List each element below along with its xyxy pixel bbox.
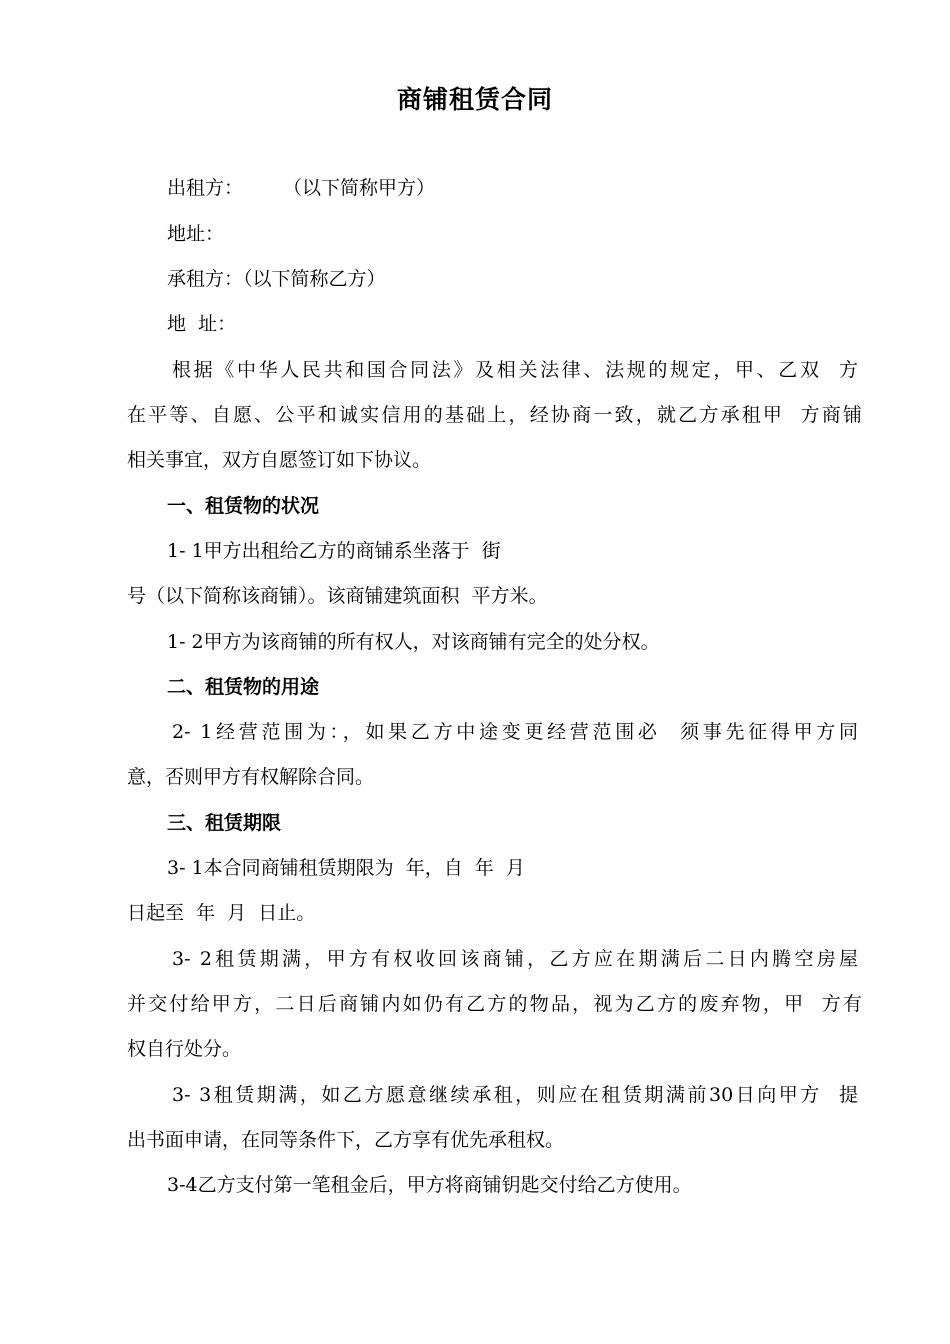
clause-3-1-line-1: 3- 1本合同商铺租赁期限为 年，自 年 月 <box>167 857 525 879</box>
section-2-heading: 二、租赁物的用途 <box>167 676 320 698</box>
clause-3-2-line-2: 并交付给甲方，二日后商铺内如仍有乙方的物品，视为乙方的废弃物，甲 方有 <box>127 993 862 1015</box>
clause-3-4: 3-4乙方支付第一笔租金后，甲方将商铺钥匙交付给乙方使用。 <box>167 1174 692 1196</box>
lessor-line <box>167 166 902 211</box>
clause-1-2: 1- 2甲方为该商铺的所有权人，对该商铺有完全的处分权。 <box>167 631 660 653</box>
clause-2-1-line-2: 意，否则甲方有权解除合同。 <box>127 766 375 788</box>
intro-line-1: 根据《中华人民共和国合同法》及相关法律、法规的规定，甲、乙双 方 <box>172 359 858 381</box>
document-title: 商铺租赁合同 <box>396 85 553 114</box>
lessee-address: 地 址： <box>167 313 237 335</box>
clause-3-2-line-1: 3- 2租赁期满，甲方有权收回该商铺，乙方应在期满后二日内腾空房屋 <box>172 948 858 970</box>
clause-1-1-line-2: 号（以下简称该商铺）。该商铺建筑面积 平方米。 <box>127 585 548 607</box>
intro-line-2: 在平等、自愿、公平和诚实信用的基础上，经协商一致，就乙方承租甲 方商铺 <box>127 404 862 426</box>
lessor-note: （以下简称甲方） <box>283 177 436 199</box>
lessor-address: 地址： <box>167 223 225 245</box>
clause-1-1-line-1: 1- 1甲方出租给乙方的商铺系坐落于 街 <box>167 540 501 562</box>
clause-3-3-line-1: 3- 3租赁期满，如乙方愿意继续承租，则应在租赁期满前30日向甲方 提 <box>172 1084 858 1106</box>
lessor-label: 出租方： <box>167 177 244 199</box>
intro-line-3: 相关事宜，双方自愿签订如下协议。 <box>127 449 432 471</box>
clause-3-1-line-2: 日起至 年 月 日止。 <box>127 902 316 924</box>
clause-3-2-line-3: 权自行处分。 <box>127 1038 242 1060</box>
clause-3-3-line-2: 出书面申请，在同等条件下，乙方享有优先承租权。 <box>127 1129 565 1151</box>
section-1-heading: 一、租赁物的状况 <box>167 495 320 517</box>
lessee-line: 承租方：（以下简称乙方） <box>167 268 386 290</box>
clause-2-1-line-1: 2- 1经营范围为：，如果乙方中途变更经营范围必 须事先征得甲方同 <box>172 721 858 743</box>
section-3-heading: 三、租赁期限 <box>167 812 282 834</box>
